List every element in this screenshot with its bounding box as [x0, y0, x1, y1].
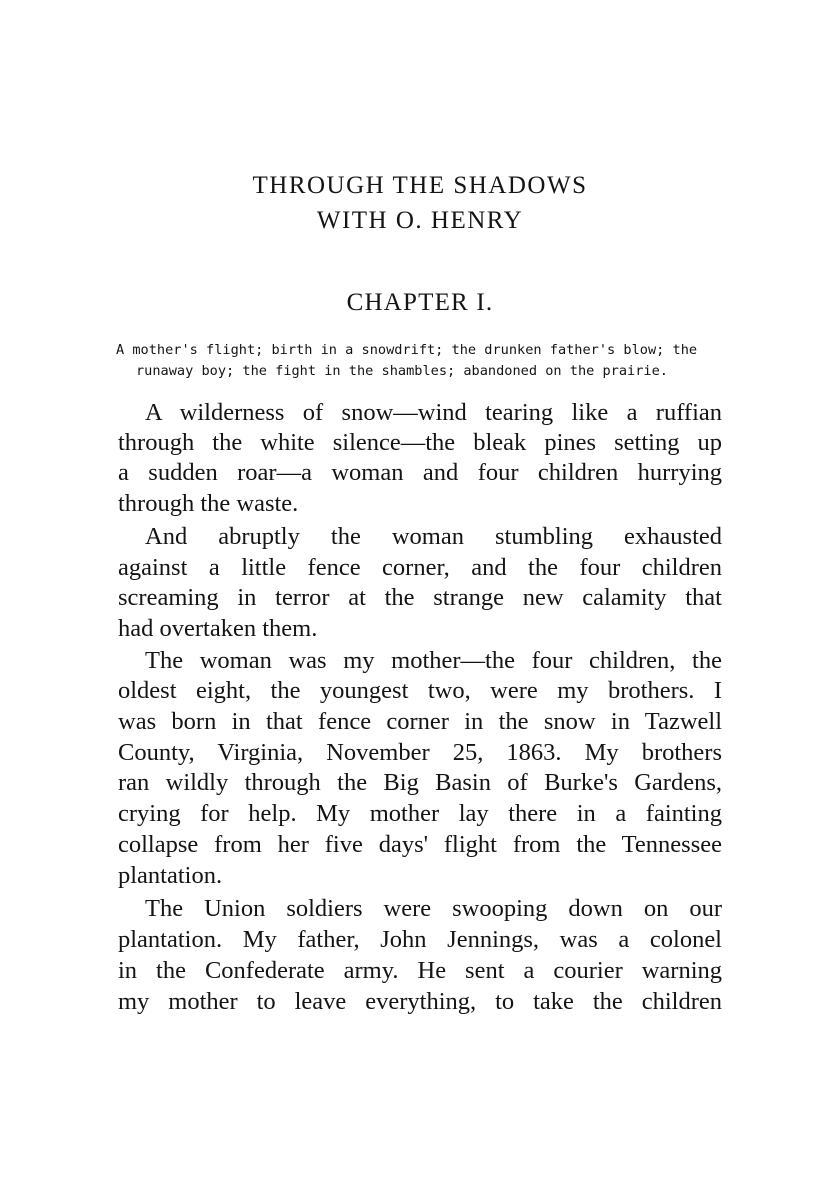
chapter-synopsis-line-2: runaway boy; the fight in the shambles; abandoned on the prairie.	[136, 363, 668, 379]
body-line: oldest eight, the youngest two, were my brothers. I	[118, 677, 722, 704]
body-line: against a little fence corner, and the four children	[118, 554, 722, 581]
body-line: through the waste.	[118, 490, 299, 517]
body-line: The Union soldiers were swooping down on our	[145, 895, 722, 922]
body-line: screaming in terror at the strange new calamity that	[118, 584, 722, 611]
body-line: crying for help. My mother lay there in a fainting	[118, 800, 722, 827]
body-line: a sudden roar—a woman and four children hurrying	[118, 459, 722, 486]
body-line: had overtaken them.	[118, 615, 318, 642]
body-line: plantation.	[118, 862, 223, 889]
body-line: through the white silence—the bleak pines setting up	[118, 429, 722, 456]
body-line: my mother to leave everything, to take the children	[118, 988, 722, 1015]
chapter-synopsis-line-1: A mother's flight; birth in a snowdrift; the drunken father's blow; the	[116, 342, 698, 358]
body-line: collapse from her five days' flight from the Tennessee	[118, 831, 722, 858]
body-line: was born in that fence corner in the snow in Tazwell	[118, 708, 722, 735]
chapter-heading: CHAPTER I.	[346, 289, 494, 316]
body-line: The woman was my mother—the four children, the	[145, 647, 722, 674]
body-line: ran wildly through the Big Basin of Burke's Gardens,	[118, 769, 722, 796]
body-line: County, Virginia, November 25, 1863. My brothers	[118, 739, 722, 766]
book-title-line-1: THROUGH THE SHADOWS	[252, 172, 588, 199]
body-line: in the Confederate army. He sent a courier warning	[118, 957, 722, 984]
body-line: A wilderness of snow—wind tearing like a ruffian	[145, 399, 722, 426]
body-line: plantation. My father, John Jennings, was a colonel	[118, 926, 722, 953]
book-title-line-2: WITH O. HENRY	[316, 207, 524, 234]
body-line: And abruptly the woman stumbling exhausted	[145, 523, 722, 550]
